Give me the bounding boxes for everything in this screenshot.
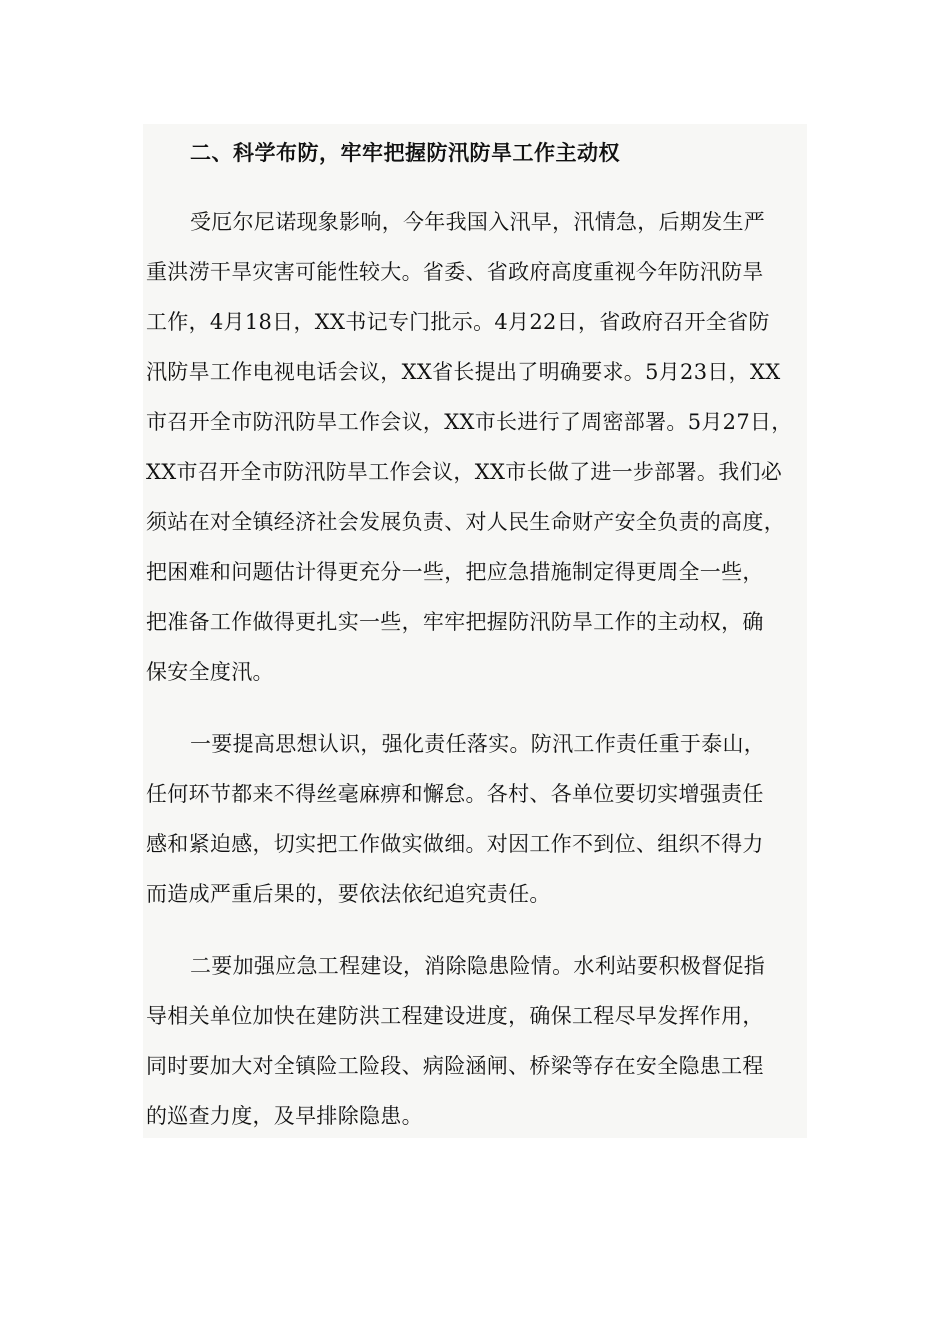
paragraph-line: 把困难和问题估计得更充分一些，把应急措施制定得更周全一些， — [146, 560, 764, 584]
paragraph-line: 的巡查力度，及早排除隐患。 — [146, 1104, 423, 1128]
paragraph-line: 任何环节都来不得丝毫麻痹和懈怠。各村、各单位要切实增强责任 — [146, 782, 764, 806]
paragraph-line: 同时要加大对全镇险工险段、病险涵闸、桥梁等存在安全隐患工程 — [146, 1054, 764, 1078]
section-heading: 二、科学布防，牢牢把握防汛防旱工作主动权 — [190, 140, 620, 165]
paragraph-line: 而造成严重后果的，要依法依纪追究责任。 — [146, 882, 551, 906]
paragraph-line: 市召开全市防汛防旱工作会议，XX市长进行了周密部署。5月27日， — [146, 410, 793, 434]
paragraph-line: 导相关单位加快在建防洪工程建设进度，确保工程尽早发挥作用， — [146, 1004, 764, 1028]
paragraph-line: 须站在对全镇经济社会发展负责、对人民生命财产安全负责的高度， — [146, 510, 785, 534]
paragraph-line: 保安全度汛。 — [146, 660, 274, 684]
paragraph-line: 一要提高思想认识，强化责任落实。防汛工作责任重于泰山， — [190, 732, 766, 756]
paragraph-line: XX市召开全市防汛防旱工作会议，XX市长做了进一步部署。我们必 — [146, 460, 783, 484]
paragraph-line: 感和紧迫感，切实把工作做实做细。对因工作不到位、组织不得力 — [146, 832, 764, 856]
paragraph-line: 把准备工作做得更扎实一些，牢牢把握防汛防旱工作的主动权，确 — [146, 610, 764, 634]
paragraph-line: 重洪涝干旱灾害可能性较大。省委、省政府高度重视今年防汛防旱 — [146, 260, 764, 284]
paragraph-line: 工作，4月18日，XX书记专门批示。4月22日，省政府召开全省防 — [146, 310, 770, 334]
paragraph-line: 二要加强应急工程建设，消除隐患险情。水利站要积极督促指 — [190, 954, 766, 978]
paragraph-line: 受厄尔尼诺现象影响，今年我国入汛早，汛情急，后期发生严 — [190, 210, 766, 234]
paragraph-line: 汛防旱工作电视电话会议，XX省长提出了明确要求。5月23日，XX — [146, 360, 781, 384]
